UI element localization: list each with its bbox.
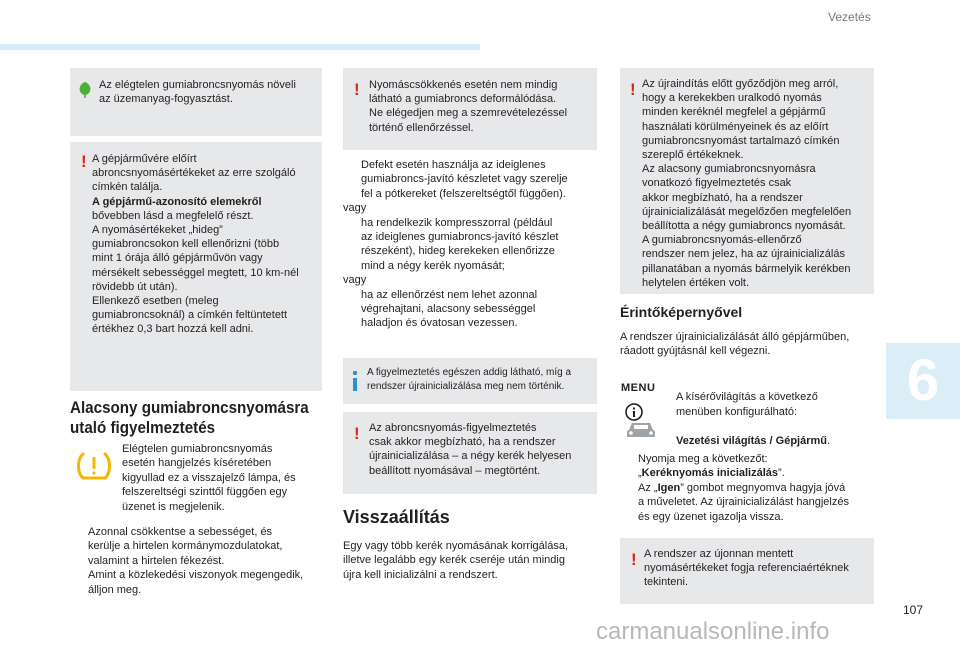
step2-bold: Igen	[657, 481, 681, 494]
pre-reset-warning-box	[620, 68, 874, 294]
list-item-text	[638, 481, 882, 524]
deformation-warning-box	[343, 68, 597, 150]
touchscreen-heading: Érintőképernyővel	[620, 304, 743, 320]
connector-text: vagy	[343, 274, 367, 287]
reference-values-warning-box	[620, 538, 874, 604]
eco-note-text: Az elégtelen gumiabroncsnyomás növeli az üzemanyag-fogyasztást.	[99, 79, 296, 106]
list-item	[70, 568, 330, 597]
list-item	[343, 288, 601, 331]
bullet-marker	[70, 525, 88, 568]
list-item-text	[638, 452, 882, 481]
warning-exclamation-icon: !	[354, 424, 360, 443]
reset-reliability-warning-box	[343, 412, 597, 494]
step1-post: ”.	[778, 467, 785, 480]
warning-exclamation-icon: !	[630, 80, 636, 99]
warning-exclamation-icon: !	[354, 80, 360, 99]
list-item	[343, 158, 601, 201]
list-item	[70, 525, 330, 568]
list-item	[343, 216, 601, 274]
warning-text-part1: A gépjárművére előírt abroncsnyomásértékeket az erre szolgáló címkén találja.	[92, 153, 296, 194]
step1-pre: Nyomja meg a következőt: „	[638, 453, 768, 480]
list-item	[620, 452, 882, 481]
list-item-text: ha rendelkezik kompresszorral (például az ideiglenes gumiabroncs-javító készlet részeként), hideg kerekeken ellenőrizze mind a négy kerék nyomását;	[361, 216, 559, 272]
warning-text-part2: bővebben lásd a megfelelő részt. A nyomásértékeket „hideg” gumiabroncsokon kell ellenőrizni (több mint 1 órája álló gépjárművön vagy mérsékelt sebességgel megtett, 10 km-nél rövidebb út után). Ellenkező esetben (meleg gumiabroncsoknál) a címkén feltüntetett értékhez 0,3 bart hozzá kell adni.	[92, 209, 299, 336]
menu-path-end: .	[827, 434, 831, 447]
low-pressure-heading: Alacsony gumiabroncsnyomásra utaló figyelmeztetés	[70, 399, 309, 437]
warning-text: Az abroncsnyomás-figyelmeztetés csak akkor megbízható, ha a rendszer újrainicializálása – a négy kerék helyesen beállított nyomásával – megtörtént.	[369, 422, 572, 477]
menu-path: Vezetési világítás / Gépjármű	[676, 434, 828, 447]
col3-steps-list	[620, 452, 882, 524]
info-note-text: A figyelmeztetés egészen addig látható, míg a rendszer újrainicializálása meg nem történik.	[367, 367, 572, 392]
reset-paragraph: Egy vagy több kerék nyomásának korrigálása, illetve legalább egy kerék cseréje után mindig újra kell inicializálni a rendszert.	[343, 540, 569, 581]
bullet-marker	[620, 481, 638, 524]
step2-post: ” gombot megnyomva hagyja jóvá a műveletet. Az újrainicializálást hangjelzés és egy üzenet igazolja vissza.	[638, 481, 849, 523]
warning-text-bold: A gépjármű-azonosító elemekről	[92, 195, 262, 208]
warning-text: A rendszer az újonnan mentett nyomásértékeket fogja referenciaértéknek tekinteni.	[644, 548, 849, 589]
step2-pre: Az „	[638, 481, 658, 494]
bullet-marker	[70, 568, 88, 597]
menu-instruction-text: A kísérővilágítás a következő menüben konfigurálható:	[676, 391, 818, 418]
header-accent-bar	[0, 44, 480, 50]
section-title: Vezetés	[828, 10, 871, 24]
warning-text: Nyomáscsökkenés esetén nem mindig látható a gumiabroncs deformálódása. Ne elégedjen meg a szemrevételezéssel történő ellenőrzéssel.	[369, 79, 568, 134]
warning-lamp-description: Elégtelen gumiabroncsnyomás esetén hangjelzés kíséretében kigyullad ez a visszajelző lámpa, és felszereltségi szinttől függően egy üzenet is megjelenik.	[122, 443, 296, 513]
bullet-marker	[343, 216, 361, 274]
connector-text: vagy	[343, 202, 367, 215]
menu-button-icon: MENU	[621, 382, 656, 394]
list-item-text: Defekt esetén használja az ideiglenes gumiabroncs-javító készletet vagy szerelje fel a pótkereket (felszereltségtől függően).	[361, 159, 568, 200]
list-item-text: Azonnal csökkentse a sebességet, és kerülje a hirtelen kormánymozdulatokat, valamint a hirtelen fékezést.	[88, 526, 283, 567]
list-item-text: ha az ellenőrzést nem lehet azonnal végrehajtani, alacsony sebességgel haladjon és óvatosan vezessen.	[361, 288, 538, 330]
bullet-marker	[343, 288, 361, 331]
menu-instruction	[676, 376, 876, 448]
list-item	[620, 481, 882, 524]
reset-heading: Visszaállítás	[343, 507, 450, 527]
warning-text: Az újraindítás előtt győződjön meg arról, hogy a kerekekben uralkodó nyomás minden keréknél megfelel a gépjármű használati körülményeinek és az előírt gumiabroncsnyomást tartalmazó címkén szereplő értékeknek. Az alacsony gumiabroncsnyomásra vonatkozó figyelmeztetés csak akkor megbízható, ha a rendszer újrainicializálását megelőzően megfelelően beállította a négy gumiabroncs nyomását. A gumiabroncsnyomás-ellenőrző rendszer nem jelez, ha az újrainicializálás pillanatában a nyomás bármelyik kerékben helytelen értéken volt.	[642, 78, 852, 289]
touchscreen-paragraph: A rendszer újrainicializálását álló gépjárműben, ráadott gyújtásnál kell végezni.	[620, 331, 850, 358]
list-item-text: Amint a közlekedési viszonyok megengedik, álljon meg.	[88, 569, 304, 596]
warning-text	[92, 152, 322, 337]
warning-exclamation-icon: !	[631, 550, 637, 569]
info-icon	[353, 371, 357, 391]
chapter-tab	[886, 343, 960, 419]
page-number: 107	[903, 603, 924, 617]
bullet-marker	[343, 158, 361, 201]
bullet-marker	[620, 452, 638, 481]
eco-note-box	[70, 68, 322, 136]
eco-leaf-icon	[77, 81, 93, 99]
watermark: carmanualsonline.info	[596, 618, 830, 645]
step1-bold: Keréknyomás inicializálás	[641, 467, 779, 480]
info-note-box	[343, 358, 597, 404]
vehicle-info-icon	[622, 402, 660, 440]
col2-options-list	[343, 158, 601, 331]
col1-bullet-list	[70, 525, 330, 597]
warning-exclamation-icon: !	[81, 152, 87, 171]
tyre-pressure-warning-box	[70, 142, 322, 391]
chapter-number: 6	[906, 348, 940, 413]
low-tyre-pressure-warning-lamp-icon	[74, 450, 114, 482]
